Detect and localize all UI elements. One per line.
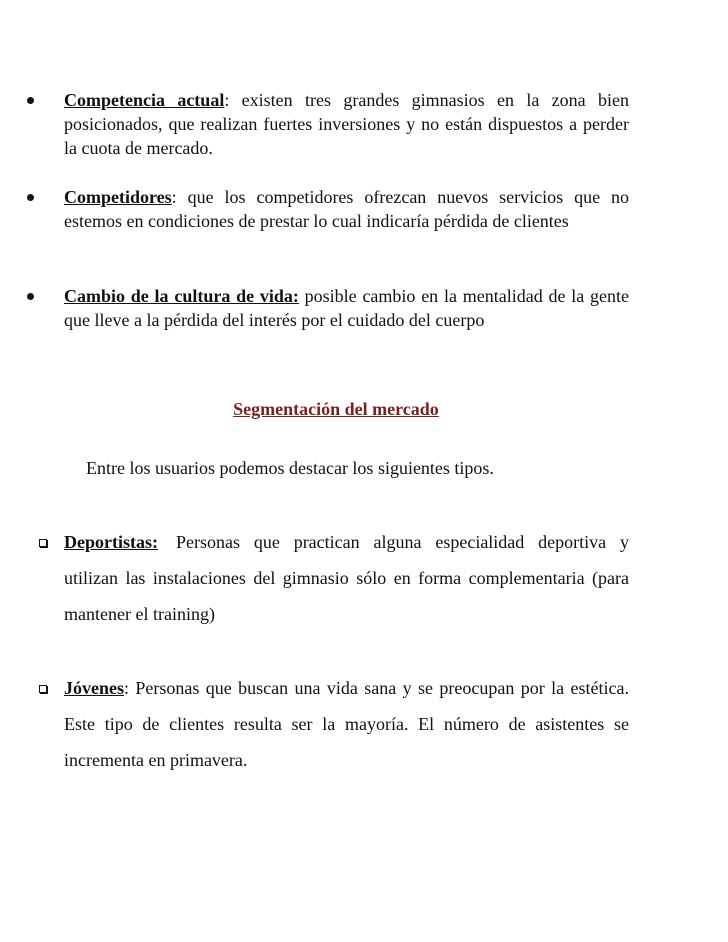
threat-text: : existen tres grandes gimnasios en la zona bien posicionados, que realizan fuertes inversiones y no están dispuestos a perder la cuota de mercado. [64,90,629,158]
section-heading-text: Segmentación del mercado [233,399,439,419]
threat-item-cambio-cultura [64,284,629,332]
section-heading [0,397,728,421]
square-bullet-icon [39,539,47,547]
segment-item-jovenes [64,670,629,778]
segment-term: Deportistas: [64,532,158,552]
threat-term: Cambio de la cultura de vida: [64,286,299,306]
bullet-dot-icon [27,194,34,201]
bullet-dot-icon [27,97,34,104]
segment-term: Jóvenes [64,678,124,698]
square-bullet-icon [39,685,47,693]
segment-text: Personas que practican alguna especialidad deportiva y utilizan las instalaciones del gimnasio sólo en forma complementaria (para mantener el training) [64,532,629,624]
intro-paragraph: Entre los usuarios podemos destacar los siguientes tipos. [86,458,494,478]
threat-item-competencia-actual [64,88,629,160]
threat-term: Competidores [64,187,172,207]
threat-text: : que los competidores ofrezcan nuevos servicios que no estemos en condiciones de prestar lo cual indicaría pérdida de clientes [64,187,629,231]
segment-item-deportistas [64,524,629,632]
threat-item-competidores [64,185,629,233]
threat-term: Competencia actual [64,90,225,110]
segment-text: : Personas que buscan una vida sana y se preocupan por la estética. Este tipo de clientes resulta ser la mayoría. El número de asistentes se incrementa en primavera. [64,678,629,770]
bullet-dot-icon [27,293,34,300]
threat-text: posible cambio en la mentalidad de la gente que lleve a la pérdida del interés por el cuidado del cuerpo [64,286,629,330]
